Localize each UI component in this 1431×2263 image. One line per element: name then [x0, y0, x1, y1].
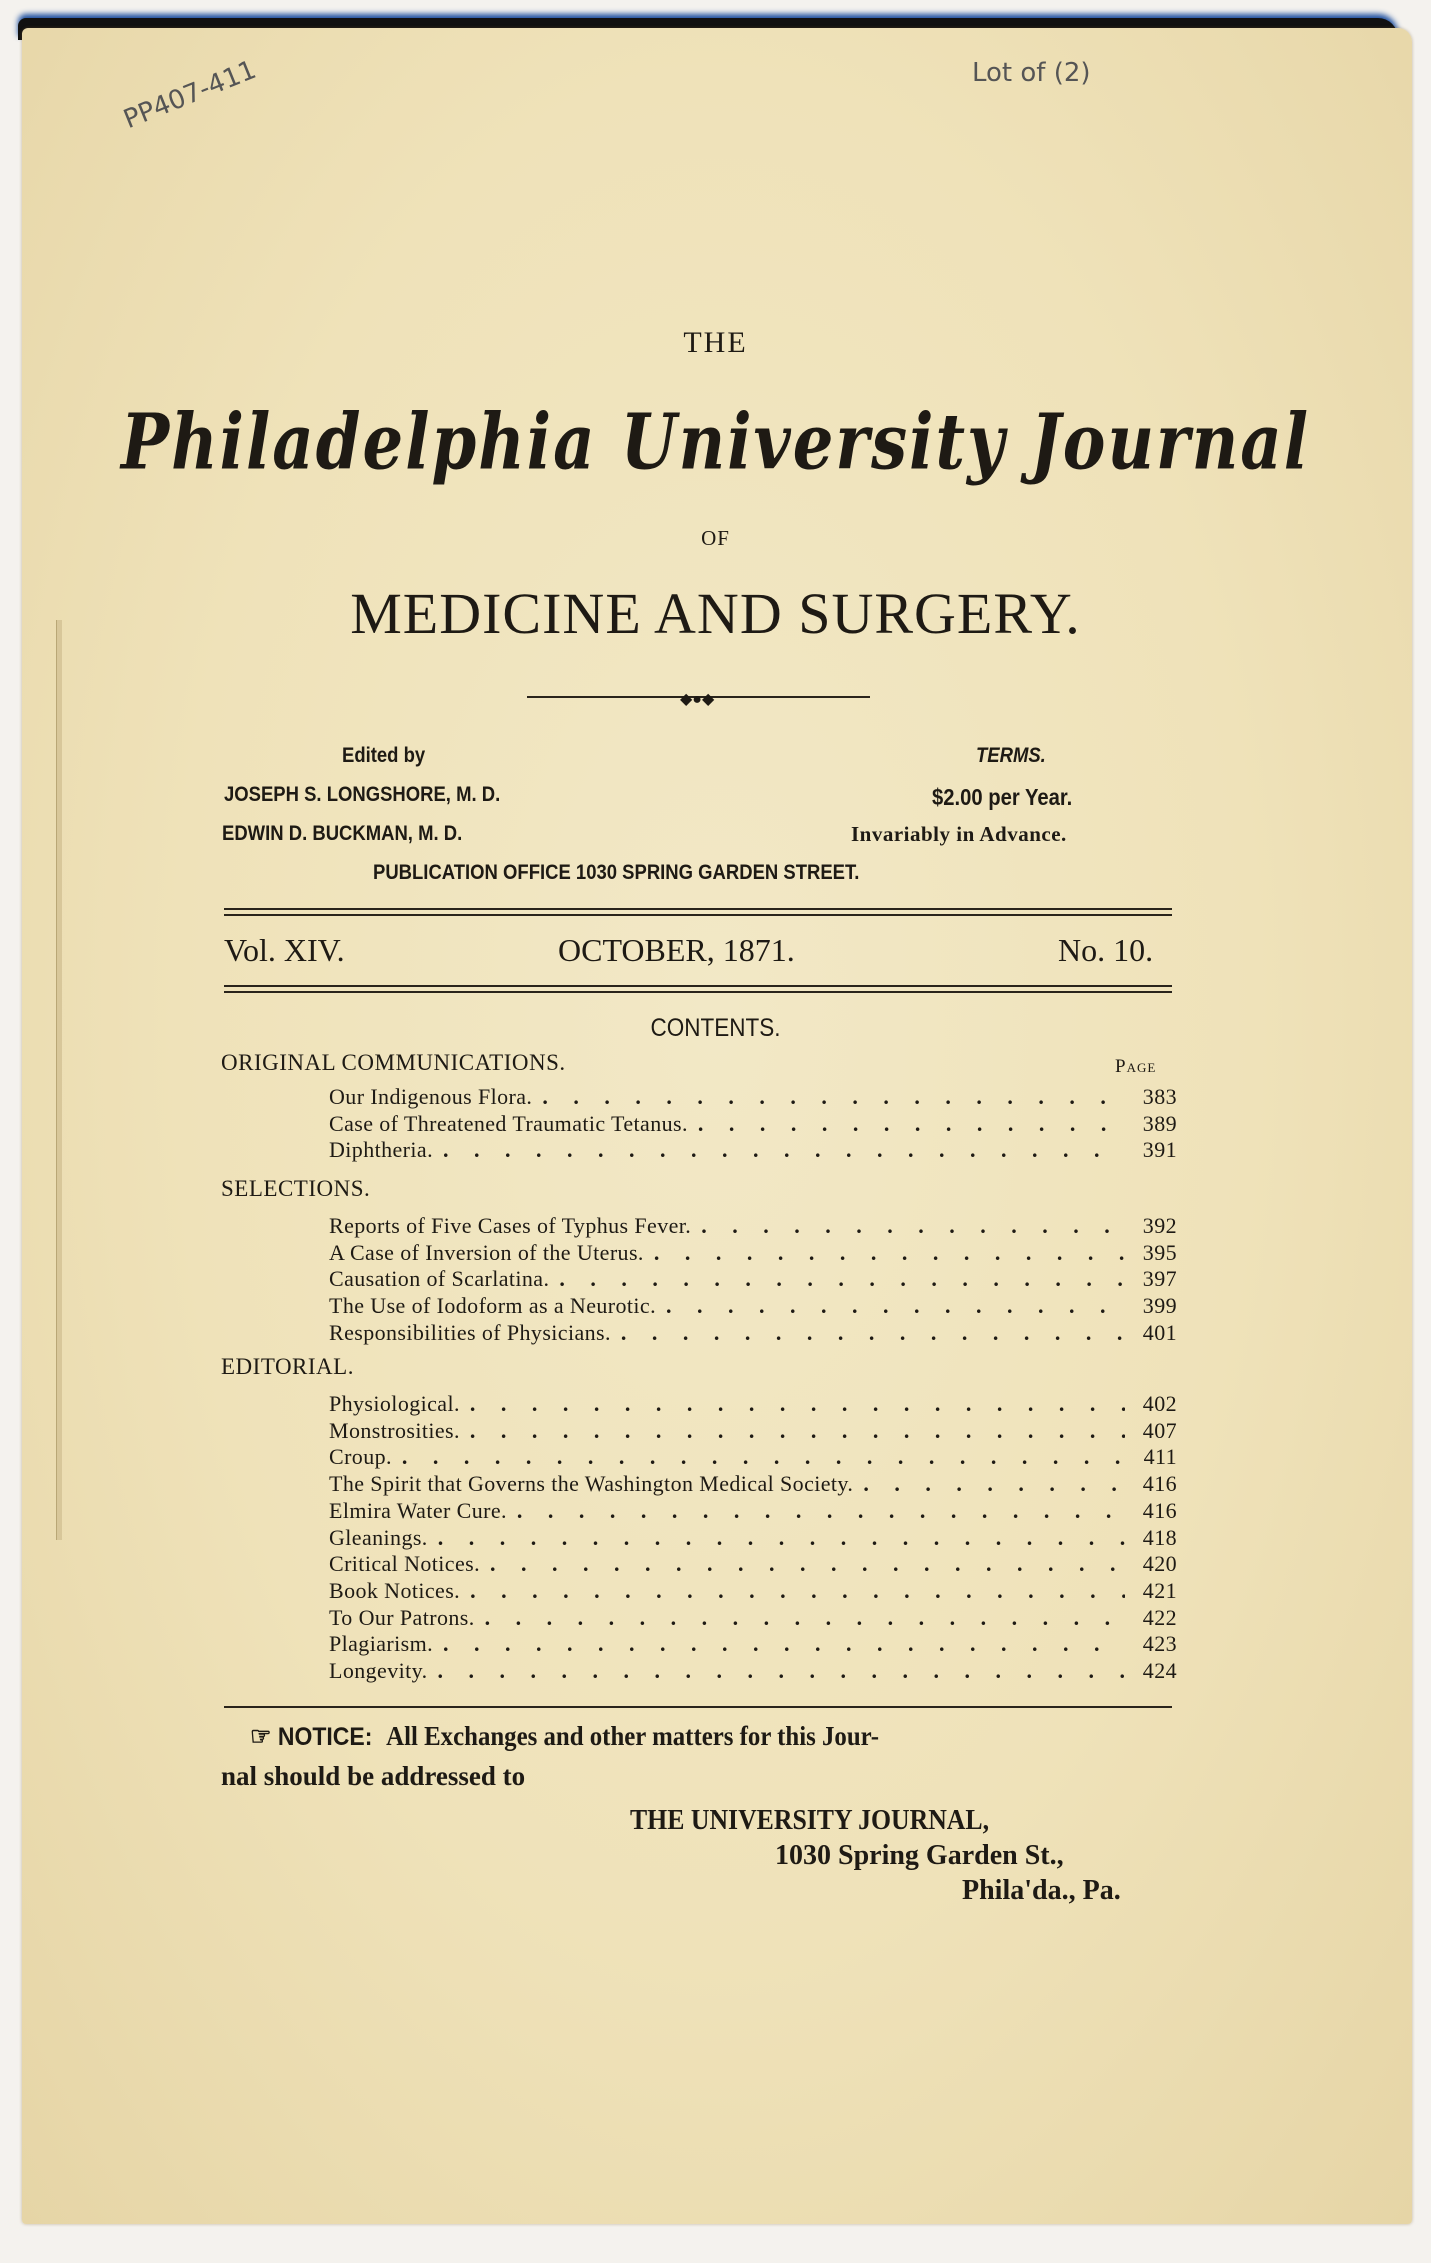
address-line: 1030 Spring Garden St., [775, 1840, 1064, 1871]
entry-page: 416 [1142, 1497, 1177, 1523]
edited-by-label: Edited by [342, 744, 426, 767]
contents-entry [329, 1137, 1177, 1163]
dot-leader [698, 1111, 1125, 1137]
contents-entry [329, 1418, 1177, 1444]
handwritten-lot-note: Lot of (2) [972, 58, 1091, 88]
contents-section-title: SELECTIONS. [221, 1176, 371, 1201]
entry-title: Book Notices. [329, 1577, 461, 1603]
header-of: OF [701, 526, 730, 550]
entry-page: 389 [1142, 1110, 1177, 1136]
journal-subtitle: MEDICINE AND SURGERY. [350, 581, 1081, 646]
contents-section-title: ORIGINAL COMMUNICATIONS. [221, 1050, 566, 1075]
contents-section-title: EDITORIAL. [221, 1354, 354, 1379]
editor-name: JOSEPH S. LONGSHORE, M. D. [224, 783, 501, 806]
contents-entry [329, 1631, 1177, 1657]
contents-entry [329, 1084, 1177, 1110]
contents-entry [329, 1391, 1177, 1417]
notice-text-continued: nal should be addressed to [221, 1761, 526, 1791]
entry-page: 407 [1142, 1417, 1177, 1443]
entry-title: Our Indigenous Flora. [329, 1084, 533, 1109]
terms-price: $2.00 per Year. [932, 784, 1073, 810]
binding-thread [56, 620, 62, 1540]
notice-label: NOTICE: [277, 1723, 373, 1751]
contents-entry [329, 1213, 1177, 1239]
contents-entry [329, 1578, 1177, 1604]
contents-entry [329, 1498, 1177, 1524]
entry-title: Causation of Scarlatina. [329, 1266, 550, 1292]
entry-page: 399 [1142, 1293, 1177, 1319]
dot-leader [470, 1578, 1125, 1604]
double-rule [224, 908, 1172, 916]
ornament-icon: ◆●◆ [680, 691, 715, 708]
entry-page: 397 [1142, 1266, 1177, 1292]
publication-office: PUBLICATION OFFICE 1030 SPRING GARDEN STREET. [373, 861, 860, 884]
dot-leader [443, 1631, 1125, 1657]
dot-leader [438, 1525, 1125, 1551]
entry-page: 402 [1142, 1391, 1177, 1416]
entry-title: Reports of Five Cases of Typhus Fever. [329, 1213, 692, 1238]
dot-leader [470, 1418, 1125, 1444]
contents-entry [329, 1658, 1177, 1684]
contents-entry [329, 1551, 1177, 1577]
entry-page: 420 [1142, 1551, 1177, 1577]
dot-leader [402, 1444, 1125, 1470]
issue-date: OCTOBER, 1871. [558, 932, 795, 968]
entry-page: 411 [1143, 1444, 1177, 1470]
contents-entry [329, 1266, 1177, 1292]
entry-page: 422 [1142, 1604, 1177, 1630]
entry-page: 392 [1142, 1213, 1177, 1238]
dot-leader [443, 1137, 1125, 1163]
entry-title: Responsibilities of Physicians. [329, 1319, 611, 1345]
entry-title: To Our Patrons. [329, 1604, 475, 1630]
entry-title: Case of Threatened Traumatic Tetanus. [329, 1110, 688, 1136]
dot-leader [654, 1240, 1125, 1266]
contents-entry [329, 1320, 1177, 1346]
contents-entry [329, 1471, 1177, 1497]
entry-title: Croup. [329, 1444, 392, 1470]
entry-title: Plagiarism. [329, 1631, 434, 1657]
page-column-label: Page [1115, 1056, 1157, 1077]
address-line: THE UNIVERSITY JOURNAL, [630, 1805, 990, 1836]
dot-leader [559, 1266, 1125, 1292]
entry-page: 391 [1142, 1137, 1177, 1163]
dot-leader [470, 1391, 1125, 1417]
entry-page: 401 [1142, 1319, 1177, 1345]
dot-leader [863, 1471, 1125, 1497]
dot-leader [438, 1658, 1126, 1684]
dot-leader [485, 1605, 1125, 1631]
entry-title: Elmira Water Cure. [329, 1497, 507, 1523]
address-line: Phila'da., Pa. [962, 1875, 1121, 1906]
contents-entry [329, 1240, 1177, 1266]
entry-page: 424 [1142, 1658, 1177, 1683]
double-rule [224, 985, 1172, 993]
terms-note: Invariably in Advance. [851, 822, 1067, 846]
entry-title: Physiological. [329, 1391, 460, 1416]
terms-label: TERMS. [976, 744, 1046, 767]
journal-title: Philadelphia University Journal [120, 397, 1311, 488]
contents-entry [329, 1525, 1177, 1551]
pointing-hand-icon: ☞ [250, 1721, 272, 1751]
entry-page: 418 [1142, 1524, 1177, 1550]
entry-title: A Case of Inversion of the Uterus. [329, 1239, 644, 1265]
entry-page: 423 [1142, 1631, 1177, 1657]
dot-leader [490, 1551, 1125, 1577]
header-the: THE [683, 326, 748, 359]
entry-title: The Use of Iodoform as a Neurotic. [329, 1293, 656, 1319]
notice-line-1 [250, 1721, 879, 1752]
editor-name: EDWIN D. BUCKMAN, M. D. [222, 822, 463, 845]
contents-heading: CONTENTS. [650, 1014, 781, 1042]
contents-entry [329, 1293, 1177, 1319]
volume: Vol. XIV. [224, 932, 345, 968]
rule [224, 1706, 1172, 1708]
entry-title: The Spirit that Governs the Washington Medical Society. [329, 1471, 854, 1497]
entry-page: 383 [1142, 1084, 1177, 1109]
dot-leader [701, 1213, 1125, 1239]
handwritten-catalog-number: PP407-411 [119, 54, 261, 136]
dot-leader [517, 1498, 1125, 1524]
entry-page: 421 [1142, 1577, 1177, 1603]
contents-entry [329, 1111, 1177, 1137]
entry-title: Gleanings. [329, 1524, 428, 1550]
contents-entry [329, 1444, 1177, 1470]
issue-number: No. 10. [1058, 932, 1154, 968]
entry-title: Diphtheria. [329, 1137, 433, 1163]
notice-text: All Exchanges and other matters for this Jour- [386, 1721, 880, 1751]
contents-entry [329, 1605, 1177, 1631]
dot-leader [666, 1293, 1125, 1319]
entry-title: Longevity. [329, 1658, 428, 1683]
dot-leader [621, 1320, 1125, 1346]
entry-title: Monstrosities. [329, 1417, 460, 1443]
entry-page: 416 [1142, 1471, 1177, 1497]
entry-title: Critical Notices. [329, 1551, 480, 1577]
dot-leader [542, 1084, 1125, 1110]
entry-page: 395 [1142, 1239, 1177, 1265]
